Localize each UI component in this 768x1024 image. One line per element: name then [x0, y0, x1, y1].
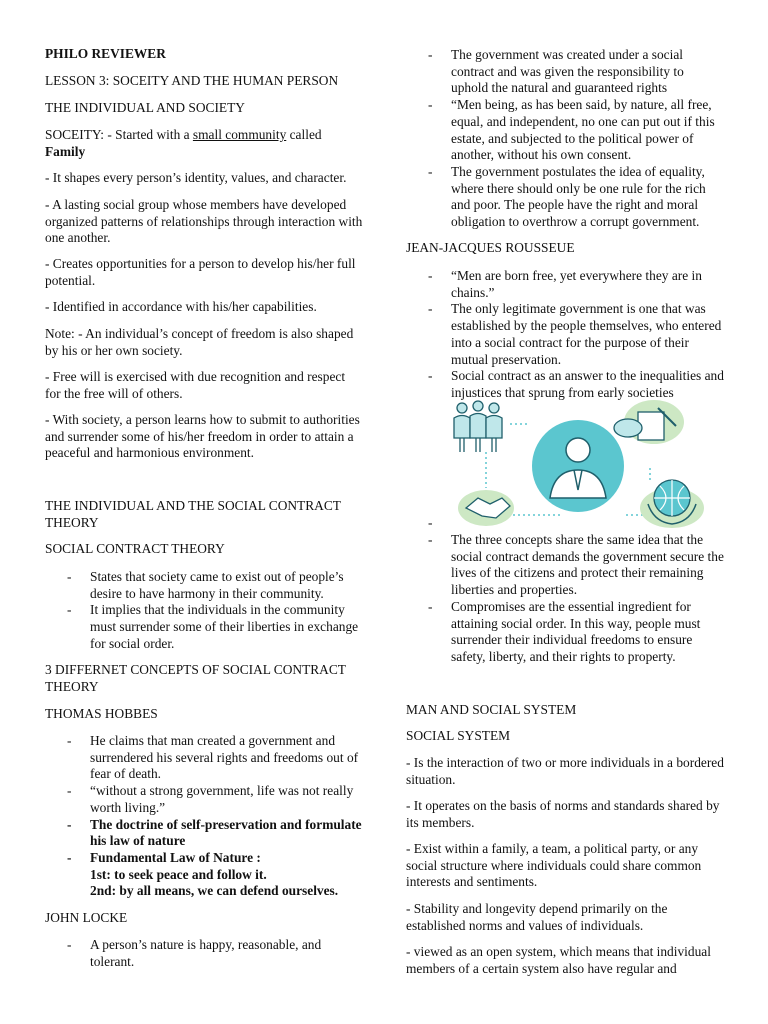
paragraph: - Identified in accordance with his/her capabilities.	[45, 299, 317, 314]
leader-person-icon	[532, 420, 624, 512]
bullet-list	[45, 569, 363, 653]
doc-title: PHILO REVIEWER	[45, 46, 166, 61]
paragraph: - A lasting social group whose members have developed organized patterns of relationships through interaction with one another.	[45, 197, 363, 246]
bullet-list	[406, 268, 724, 402]
society-underlined-term: small community	[192, 127, 287, 142]
list-item	[406, 301, 724, 368]
bullet-list	[45, 733, 363, 900]
list-item	[45, 937, 363, 970]
list-item-text: It implies that the individuals in the community must surrender some of their liberties in exchange for social order.	[90, 602, 359, 651]
list-item-text: 2nd: by all means, we can defend ourselves.	[90, 883, 339, 899]
dash-bullet: -	[67, 783, 72, 799]
paragraph: - Free will is exercised with due recognition and respect for the free will of others.	[45, 369, 346, 401]
paragraph: - Exist within a family, a team, a political party, or any social structure where individuals could share common interests and sentiments.	[406, 841, 702, 890]
subheading: JOHN LOCKE	[45, 910, 128, 925]
list-item-text: Compromises are the essential ingredient for attaining social order. In this way, people must surrender their individual freedoms to ensure safety, liberty, and their rights to property.	[451, 598, 701, 664]
list-item-text: The three concepts share the same idea that the social contract demands the government secure the lives of the citizens and protect their remaining liberties and properties.	[451, 532, 724, 598]
list-item-text: Social contract as an answer to the inequalities and injustices that sprung from early societies	[451, 368, 724, 400]
bullet-list	[406, 532, 724, 666]
society-definition	[45, 127, 363, 160]
society-bold-term: Family	[45, 143, 86, 159]
dash-bullet: -	[67, 602, 72, 618]
list-item	[406, 532, 724, 599]
dash-bullet: -	[67, 569, 72, 584]
subheading: THOMAS HOBBES	[45, 706, 158, 721]
list-item-text: The government postulates the idea of equality, where there should only be one rule for the rich and poor. The people have the right and moral obligation to overthrow a corrupt government.	[451, 163, 706, 230]
paragraph: - With society, a person learns how to submit to authorities and surrender some of his/her freedom in order to attain a peaceful and harmonious environment.	[45, 412, 360, 461]
note-paragraph: Note: - An individual’s concept of freedom is also shaped by his or her own society.	[45, 326, 354, 358]
list-item-text: “without a strong government, life was not really worth living.”	[90, 783, 354, 815]
dash-bullet: -	[67, 816, 72, 832]
subheading: 3 DIFFERNET CONCEPTS OF SOCIAL CONTRACT THEORY	[45, 662, 346, 694]
list-item-text: States that society came to exist out of people’s desire to have harmony in their community.	[90, 569, 344, 601]
bullet-list	[45, 937, 363, 970]
paragraph: - Is the interaction of two or more individuals in a bordered situation.	[406, 755, 724, 787]
bullet-list	[406, 47, 724, 231]
list-item-text: Fundamental Law of Nature :	[90, 849, 261, 865]
group-of-people-icon	[454, 401, 502, 452]
list-item-text: The only legitimate government is one that was established by the people themselves, who entered into a social contract for the purpose of their mutual preservation.	[451, 301, 722, 367]
dash-bullet: -	[428, 368, 433, 384]
list-item-text: “Men are born free, yet everywhere they are in chains.”	[451, 268, 702, 300]
society-prefix: SOCEITY: - Started with a	[45, 127, 193, 142]
section-heading: MAN AND SOCIAL SYSTEM	[406, 702, 577, 717]
dash-bullet: -	[67, 937, 72, 952]
list-item-text: He claims that man created a government and surrendered his several rights and freedoms out of fear of death.	[90, 733, 359, 782]
handshake-icon	[458, 490, 514, 526]
document-signing-icon	[614, 400, 684, 444]
society-suffix: called	[286, 127, 322, 142]
dash-bullet: -	[67, 849, 72, 865]
dash-bullet: -	[428, 515, 433, 530]
list-item	[45, 569, 363, 602]
list-item	[406, 268, 724, 301]
subheading: SOCIAL SYSTEM	[406, 728, 511, 743]
subheading: JEAN-JACQUES ROUSSEUE	[406, 240, 575, 255]
list-item-text: The doctrine of self-preservation and formulate his law of nature	[90, 816, 362, 849]
list-item-text: 1st: to seek peace and follow it.	[90, 866, 267, 882]
paragraph: - viewed as an open system, which means that individual members of a certain system also have regular and	[406, 944, 711, 976]
dash-bullet: -	[428, 532, 433, 547]
paragraph: - It shapes every person’s identity, values, and character.	[45, 170, 347, 185]
list-item	[45, 602, 363, 652]
list-item	[45, 850, 363, 900]
section-heading: THE INDIVIDUAL AND SOCIETY	[45, 100, 245, 115]
social-contract-illustration	[450, 398, 706, 530]
list-item	[406, 164, 724, 231]
list-item	[45, 733, 363, 783]
dash-bullet: -	[428, 268, 433, 283]
subheading: SOCIAL CONTRACT THEORY	[45, 541, 225, 556]
list-item	[406, 97, 724, 164]
paragraph: - It operates on the basis of norms and standards shared by its members.	[406, 798, 720, 830]
list-item	[45, 817, 363, 850]
lesson-heading: LESSON 3: SOCEITY AND THE HUMAN PERSON	[45, 73, 339, 88]
dash-bullet: -	[428, 47, 433, 62]
list-item-text: “Men being, as has been said, by nature, all free, equal, and independent, no one can put out if this estate, and subjected to the political power of another, without his own consent.	[451, 97, 715, 163]
list-item-text: The government was created under a social contract and was given the responsibility to uphold the natural and guaranteed rights	[451, 47, 684, 96]
dash-bullet: -	[428, 97, 433, 113]
paragraph: - Creates opportunities for a person to develop his/her full potential.	[45, 256, 356, 288]
list-item	[406, 47, 724, 97]
list-item	[45, 783, 363, 816]
dash-bullet: -	[428, 163, 433, 179]
dash-bullet: -	[428, 598, 433, 614]
paragraph: - Stability and longevity depend primarily on the established norms and values of individuals.	[406, 901, 668, 933]
list-item-text: A person’s nature is happy, reasonable, and tolerant.	[90, 937, 322, 969]
dash-bullet: -	[428, 301, 433, 317]
globe-in-hands-icon	[640, 480, 704, 528]
list-item	[406, 368, 724, 401]
list-item	[406, 599, 724, 666]
dash-bullet: -	[67, 733, 72, 748]
section-heading: THE INDIVIDUAL AND THE SOCIAL CONTRACT THEORY	[45, 498, 341, 530]
